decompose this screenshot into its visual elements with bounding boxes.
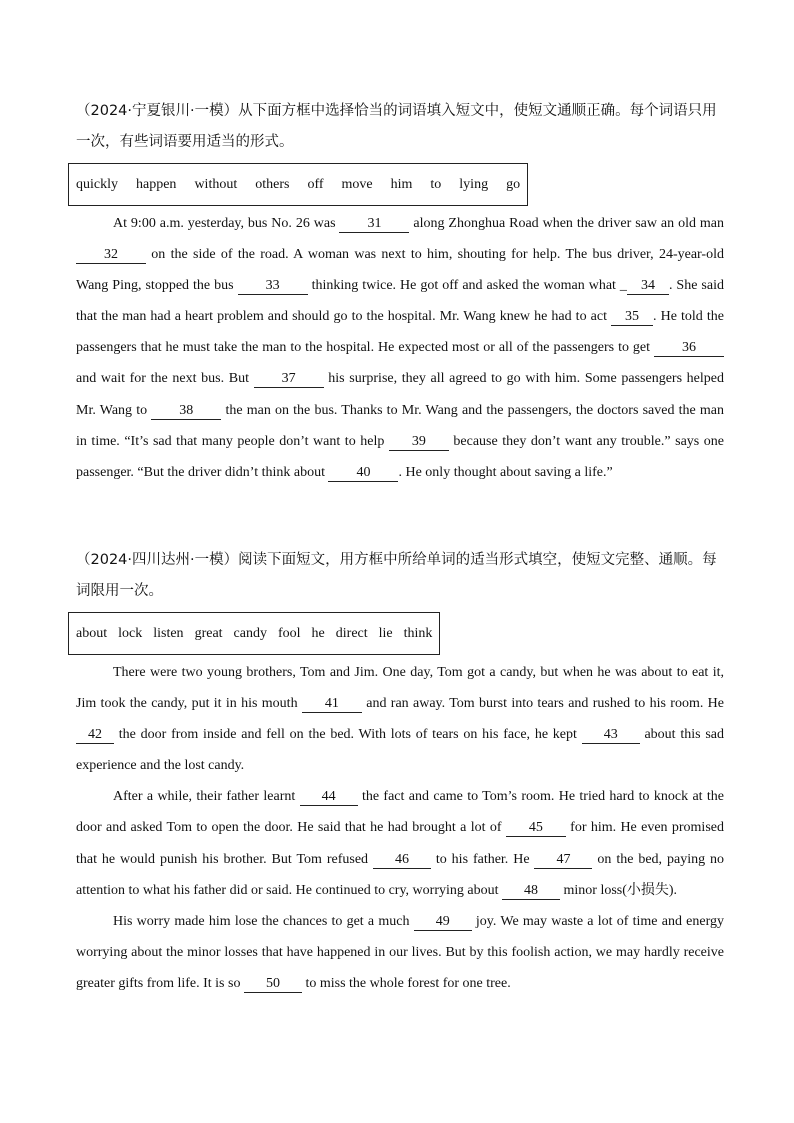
word-box-item: lying xyxy=(459,176,489,192)
answer-blank-37[interactable]: 37 xyxy=(254,371,324,388)
word-box-item: about xyxy=(76,625,108,641)
answer-blank-31[interactable]: 31 xyxy=(339,216,409,233)
answer-blank-48[interactable]: 48 xyxy=(502,883,560,900)
word-box-item: without xyxy=(194,176,238,192)
word-box-item: lock xyxy=(118,625,143,641)
word-box-item: great xyxy=(194,625,223,641)
word-box-item: listen xyxy=(153,625,184,641)
word-box-item: others xyxy=(255,176,290,192)
word-box-item: happen xyxy=(136,176,177,192)
answer-blank-44[interactable]: 44 xyxy=(300,789,358,806)
question-1-instruction: （2024·宁夏银川·一模）从下面方框中选择恰当的词语填入短文中，使短文通顺正确。每个词语只用一次，有些词语要用适当的形式。 xyxy=(76,103,717,150)
passage-1-paragraph: At 9:00 a.m. yesterday, bus No. 26 was 31 along Zhonghua Road when the driver saw an old man 32 on the side of the road. A woman was next to him, shouting for help. The bus driver, 24-year-old Wang Ping, stopped the bus 33 thinking twice. He got off and asked the woman what _ 34 . She said that the man had a heart problem and should go to the hospital. Mr. Wang knew he had to act 35 . He told the passengers that he must take the man to the hospital. He expected most or all of the passengers to get 36 and wait for the next bus. But 37 his surprise, they all agreed to go with him. Some passengers helped Mr. Wang to 38 the man on the bus. Thanks to Mr. Wang and the passengers, the doctors saved the man in time. “It’s sad that many people don’t want to help 39 because they don’t want any trouble.” says one passenger. “But the driver didn’t think about 40 . He only thought about saving a life.” xyxy=(76,216,725,480)
word-box-item: move xyxy=(341,176,373,192)
word-box-2 xyxy=(68,612,440,655)
word-box-item: to xyxy=(430,176,442,192)
answer-blank-47[interactable]: 47 xyxy=(534,852,592,869)
word-box-item: off xyxy=(307,176,324,192)
passage-2-paragraph-2: After a while, their father learnt 44 the fact and came to Tom’s room. He tried hard to knock at the door and asked Tom to open the door. He said that he had brought a lot of 45 for him. He even promised that he would punish his brother. But Tom refused 46 to his father. He 47 on the bed, paying no attention to what his father did or said. He continued to cry, worrying about 48 minor loss(小损失). xyxy=(76,789,725,898)
question-1 xyxy=(76,96,724,488)
answer-blank-45[interactable]: 45 xyxy=(506,820,566,837)
answer-blank-46[interactable]: 46 xyxy=(373,852,431,869)
answer-blank-41[interactable]: 41 xyxy=(302,696,362,713)
word-box-item: him xyxy=(390,176,413,192)
passage-2-paragraph-1: There were two young brothers, Tom and Jim. One day, Tom got a candy, but when he was about to eat it, Jim took the candy, put it in his mouth 41 and ran away. Tom burst into tears and rushed to his room. He 42 the door from inside and fell on the bed. With lots of tears on his face, he kept 43 about this sad experience and the lost candy. xyxy=(76,665,724,774)
word-box-item: lie xyxy=(378,625,393,641)
word-box-item: candy xyxy=(233,625,267,641)
word-box-item: fool xyxy=(277,625,301,641)
answer-blank-36[interactable]: 36 xyxy=(654,340,724,357)
answer-blank-33[interactable]: 33 xyxy=(238,278,308,295)
question-2-instruction: （2024·四川达州·一模）阅读下面短文，用方框中所给单词的适当形式填空，使短文完整、通顺。每词限用一次。 xyxy=(76,552,717,599)
answer-blank-32[interactable]: 32 xyxy=(76,247,146,264)
word-box-item: think xyxy=(403,625,433,641)
answer-blank-49[interactable]: 49 xyxy=(414,914,472,931)
answer-blank-39[interactable]: 39 xyxy=(389,434,449,451)
answer-blank-35[interactable]: 35 xyxy=(611,309,653,326)
answer-blank-43[interactable]: 43 xyxy=(582,727,640,744)
passage-2-paragraph-3: His worry made him lose the chances to get a much 49 joy. We may waste a lot of time and energy worrying about the minor losses that have happened in our lives. But by this foolish action, we may hardly receive greater gifts from life. It is so 50 to miss the whole forest for one tree. xyxy=(76,913,724,991)
answer-blank-34[interactable]: 34 xyxy=(627,278,669,295)
word-box-item: go xyxy=(506,176,521,192)
answer-blank-50[interactable]: 50 xyxy=(244,976,302,993)
word-box-1 xyxy=(68,163,528,206)
word-box-item: direct xyxy=(335,625,368,641)
word-box-item: quickly xyxy=(76,176,118,192)
word-box-item: he xyxy=(311,625,325,641)
answer-blank-38[interactable]: 38 xyxy=(151,403,221,420)
question-2 xyxy=(76,545,724,999)
answer-blank-42[interactable]: 42 xyxy=(76,727,114,744)
answer-blank-40[interactable]: 40 xyxy=(328,465,398,482)
